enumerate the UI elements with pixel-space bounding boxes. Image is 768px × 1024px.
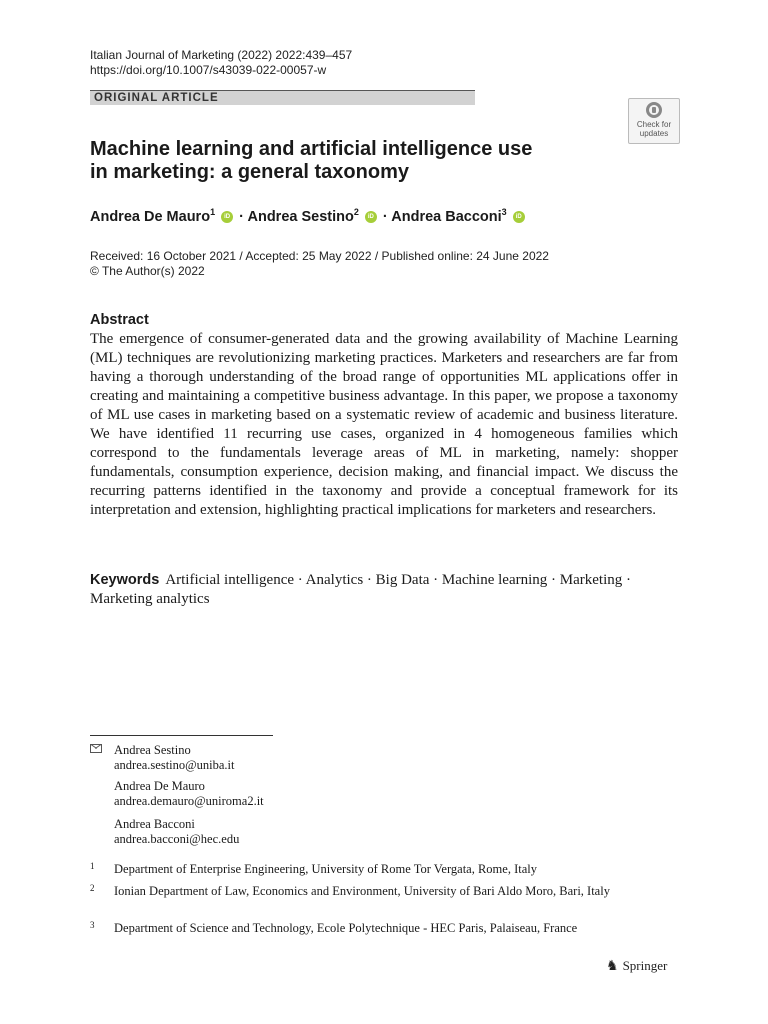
contact-block xyxy=(114,817,239,847)
paper-title xyxy=(90,138,610,184)
envelope-icon xyxy=(90,744,102,753)
author-aff: 3 xyxy=(501,207,507,217)
footnote-rule xyxy=(90,735,273,736)
journal-header xyxy=(90,48,352,78)
keywords xyxy=(90,571,678,609)
abstract-text: The emergence of consumer-generated data and the growing availability of Machine Learning (ML) techniques are revolutionizing marketing practices. Marketers and researchers are far from having a thorough understanding of the broad range of opportunities ML applications offer in creating and maintaining a competitive business advantage. In this paper, we propose a taxonomy of ML use cases in marketing based on a systematic review of academic and business literature. We have identified 11 recurring use cases, organized in 4 homogeneous families which correspond to the fundamentals leverage areas of ML in marketing, namely: shopper fundamentals, consumption experience, decision making, and financial impact. We discuss the recurring patterns identified in the taxonomy and provide a conceptual framework for its interpretation and extension, highlighting practical implications for marketers and researchers. xyxy=(90,331,678,518)
check-for-updates-button[interactable] xyxy=(628,98,680,144)
title-line-1: Machine learning and artificial intelligence use xyxy=(90,138,533,160)
orcid-icon[interactable]: iD xyxy=(221,211,233,223)
title-line-2: in marketing: a general taxonomy xyxy=(90,161,409,183)
dates-line: Received: 16 October 2021 / Accepted: 25 May 2022 / Published online: 24 June 2022 xyxy=(90,249,549,263)
contact-block xyxy=(114,743,235,773)
contact-email[interactable]: andrea.bacconi@hec.edu xyxy=(114,832,240,846)
doi-link[interactable]: https://doi.org/10.1007/s43039-022-00057-w xyxy=(90,63,327,77)
copyright: © The Author(s) 2022 xyxy=(90,264,205,278)
orcid-icon[interactable]: iD xyxy=(513,211,525,223)
author-name: Andrea Sestino xyxy=(247,208,354,225)
section-label: ORIGINAL ARTICLE xyxy=(94,92,219,104)
affiliation-text: Department of Enterprise Engineering, University of Rome Tor Vergata, Rome, Italy xyxy=(114,862,537,876)
author-separator: · xyxy=(239,208,244,225)
affiliation-text: Ionian Department of Law, Economics and Environment, University of Bari Aldo Moro, Bari, Italy xyxy=(114,884,610,898)
keywords-label: Keywords xyxy=(90,572,160,588)
bookmark-icon xyxy=(646,102,662,118)
check-updates-line1: Check for xyxy=(636,120,672,129)
affiliation-number: 3 xyxy=(90,920,95,930)
author-aff: 2 xyxy=(353,207,359,217)
keywords-text: Artificial intelligence · Analytics · Big Data · Machine learning · Marketing · Marketing analytics xyxy=(90,572,631,607)
contact-block xyxy=(114,779,264,809)
springer-horse-icon: ♞ xyxy=(606,959,619,974)
contact-name: Andrea Bacconi xyxy=(114,817,195,831)
affiliation-number: 1 xyxy=(90,861,95,871)
author-separator: · xyxy=(382,208,388,225)
contact-name: Andrea De Mauro xyxy=(114,779,205,793)
author-list xyxy=(90,207,527,225)
check-updates-line2: updates xyxy=(639,129,669,138)
contact-email[interactable]: andrea.demauro@uniroma2.it xyxy=(114,794,264,808)
affiliation-number: 2 xyxy=(90,883,95,893)
publisher-logo xyxy=(606,958,667,975)
contact-email[interactable]: andrea.sestino@uniba.it xyxy=(114,758,235,772)
contact-name: Andrea Sestino xyxy=(114,743,191,757)
publisher-name: Springer xyxy=(622,958,668,973)
section-bar xyxy=(90,90,475,105)
publication-dates xyxy=(90,249,549,279)
author-aff: 1 xyxy=(210,207,216,217)
affiliation-text: Department of Science and Technology, Ecole Polytechnique - HEC Paris, Palaiseau, France xyxy=(114,921,578,935)
journal-citation: Italian Journal of Marketing (2022) 2022:439–457 xyxy=(90,48,353,62)
author-name: Andrea Bacconi xyxy=(391,208,502,225)
orcid-icon[interactable]: iD xyxy=(365,211,377,223)
author-name: Andrea De Mauro xyxy=(90,208,211,225)
abstract-heading: Abstract xyxy=(90,312,149,328)
